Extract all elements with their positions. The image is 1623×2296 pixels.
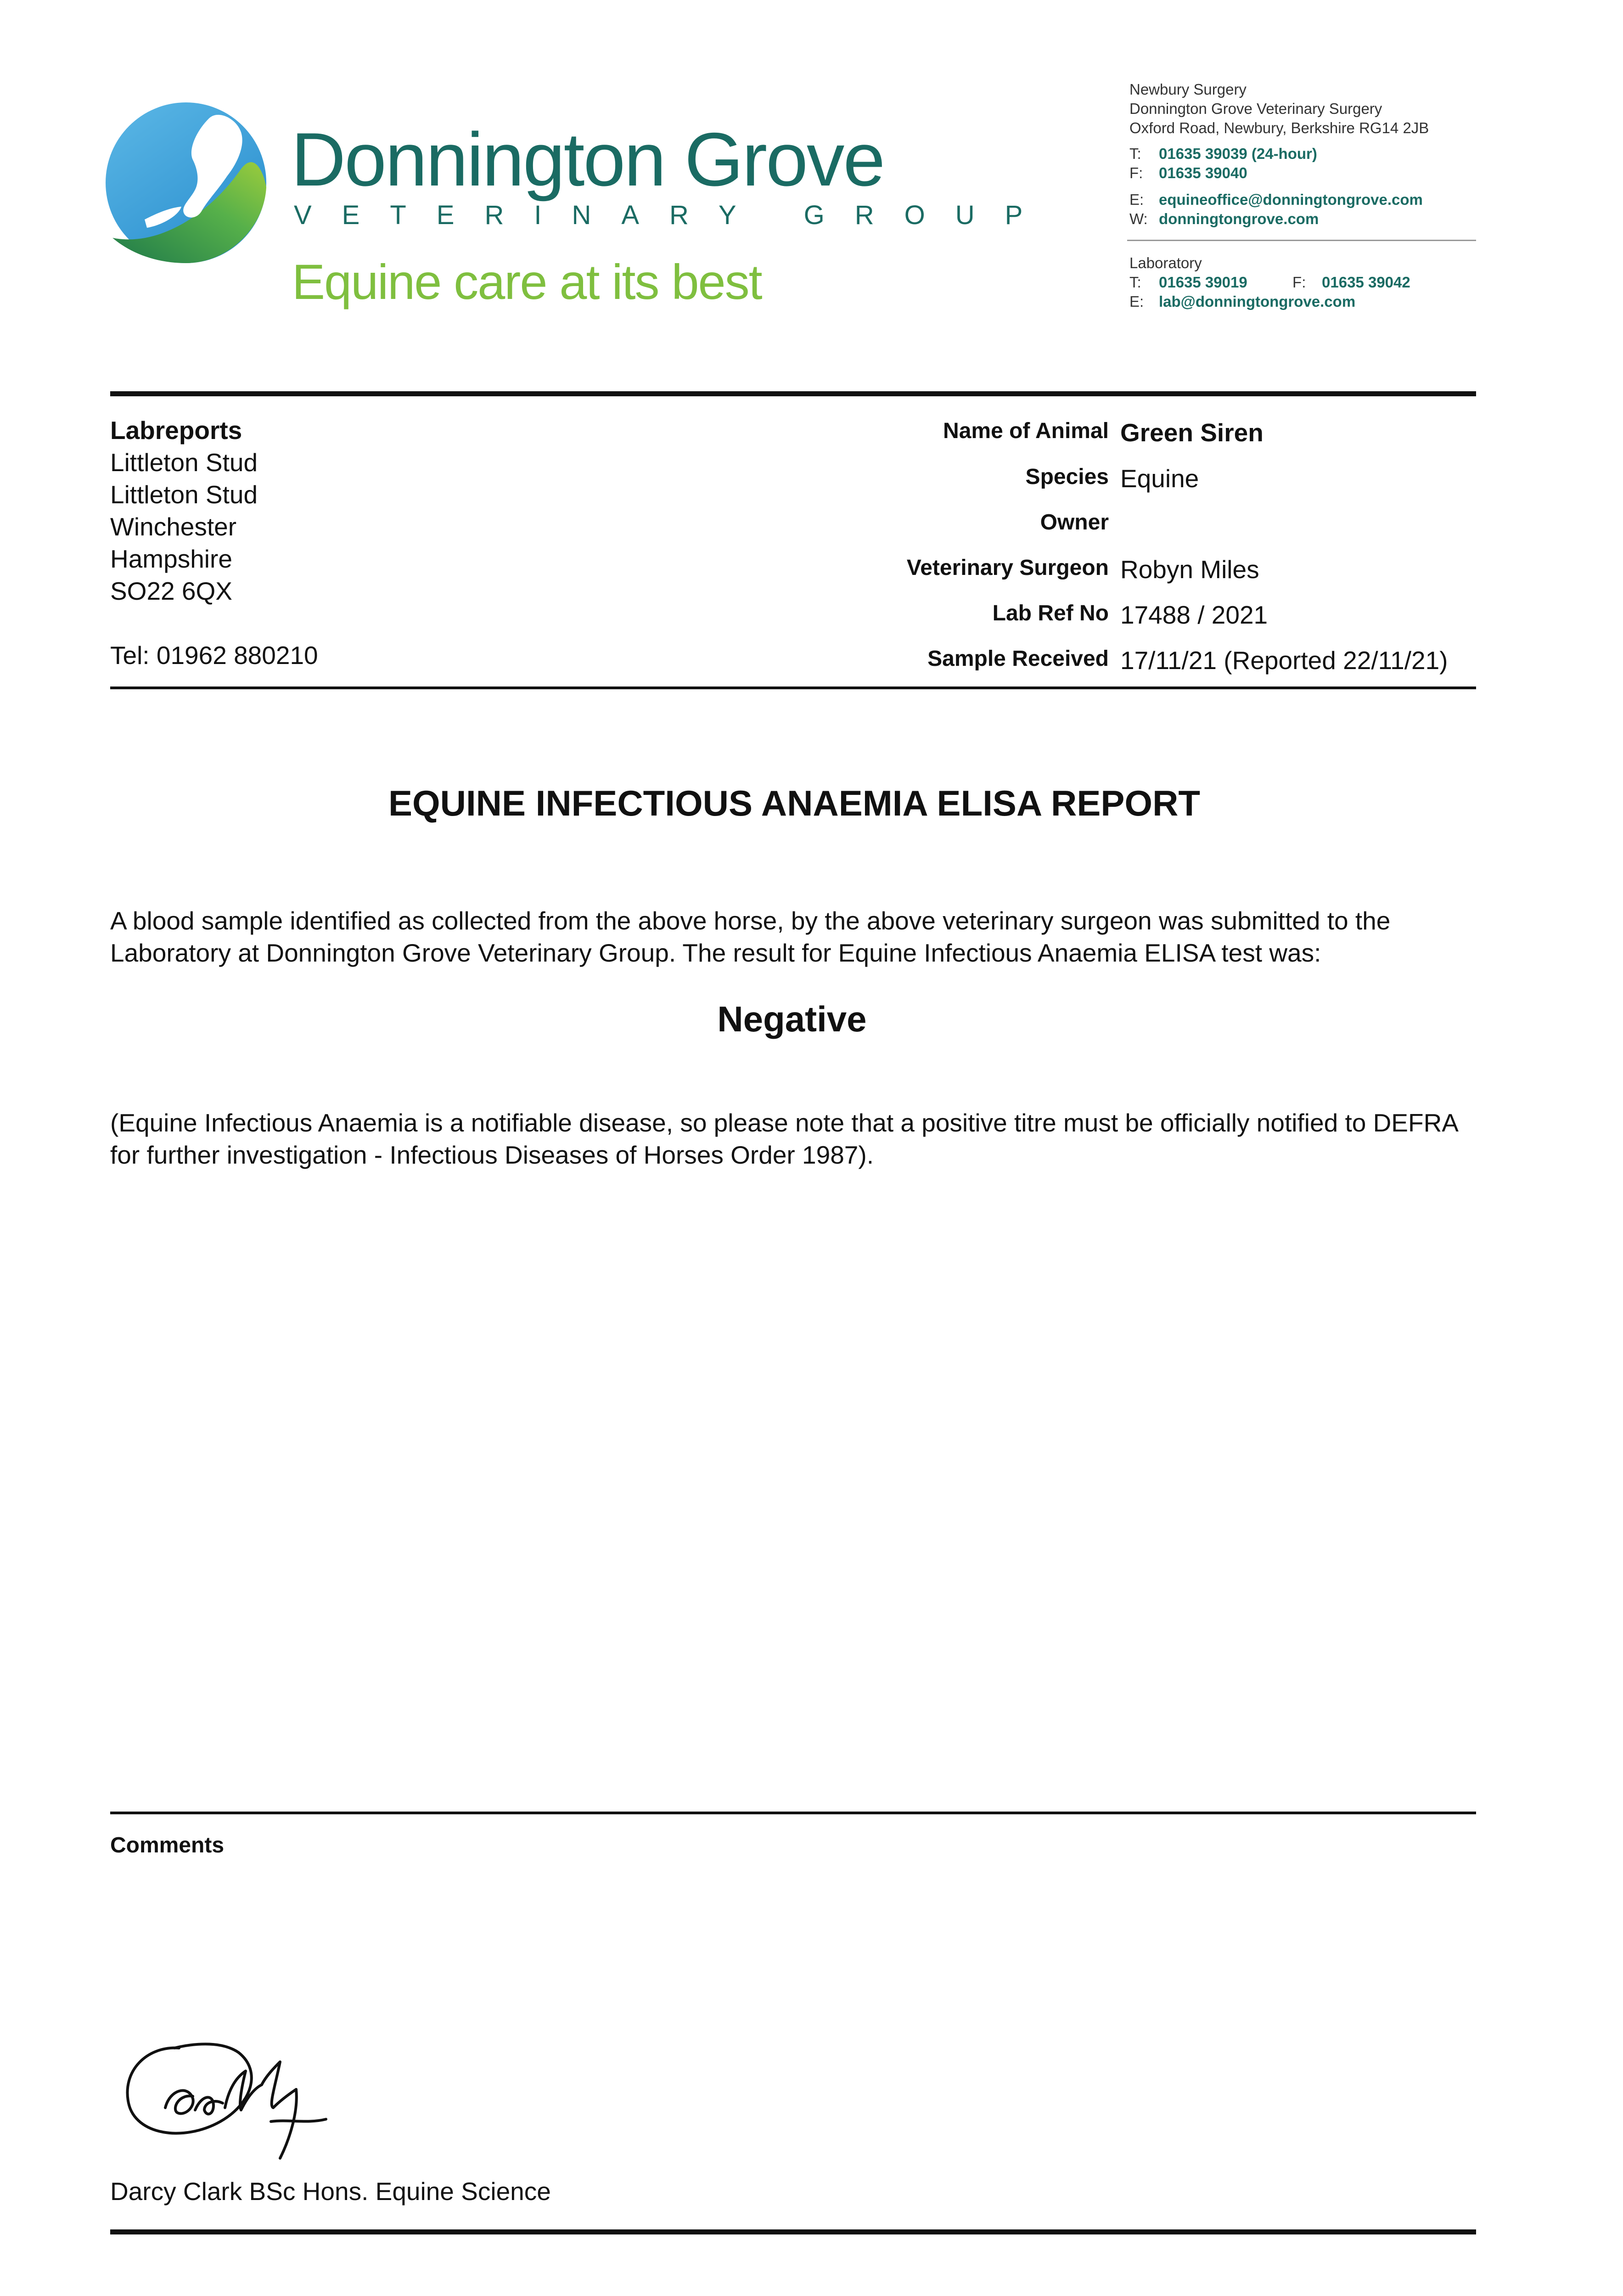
field-label-lab-ref: Lab Ref No — [992, 601, 1109, 625]
field-value-animal-name: Green Siren — [1120, 418, 1264, 447]
lab-fax: 01635 39042 — [1322, 274, 1410, 291]
horse-logo-icon — [103, 100, 269, 265]
field-label-vet-surgeon: Veterinary Surgeon — [906, 556, 1109, 580]
field-value-species: Equine — [1120, 464, 1199, 493]
surgery-address-line1: Donnington Grove Veterinary Surgery — [1129, 100, 1382, 117]
details-bottom-rule — [110, 687, 1476, 689]
surgery-fax-label: F: — [1129, 164, 1143, 181]
lab-email-label: E: — [1129, 293, 1144, 310]
client-name: Labreports — [110, 416, 242, 445]
brand-name: Donnington Grove — [291, 117, 884, 202]
comments-label: Comments — [110, 1833, 225, 1857]
field-value-lab-ref: 17488 / 2021 — [1120, 601, 1268, 629]
client-address-line: Hampshire — [110, 545, 232, 573]
signature-icon — [115, 2020, 363, 2177]
client-address-line: Littleton Stud — [110, 448, 258, 477]
lab-email-row — [1129, 294, 1355, 309]
brand-tagline: Equine care at its best — [292, 254, 762, 310]
brand-subtitle: VETERINARY GROUP — [294, 200, 1053, 230]
surgery-tel-label: T: — [1129, 145, 1141, 162]
surgery-email-link[interactable]: equineoffice@donningtongrove.com — [1159, 191, 1423, 208]
surgery-heading: Newbury Surgery — [1129, 81, 1247, 98]
lab-fax-label: F: — [1292, 274, 1306, 291]
field-value-vet-surgeon: Robyn Miles — [1120, 555, 1259, 584]
report-title: EQUINE INFECTIOUS ANAEMIA ELISA REPORT — [388, 783, 1201, 823]
field-value-sample-received: 17/11/21 (Reported 22/11/21) — [1120, 646, 1448, 675]
field-label-owner: Owner — [1040, 510, 1109, 535]
comments-rule — [110, 1812, 1476, 1814]
top-rule — [110, 391, 1476, 396]
lab-email-link[interactable]: lab@donningtongrove.com — [1159, 293, 1356, 310]
surgery-email-row — [1129, 192, 1423, 207]
surgery-address-line2: Oxford Road, Newbury, Berkshire RG14 2JB — [1129, 119, 1429, 136]
report-result: Negative — [717, 999, 867, 1039]
surgery-web-link[interactable]: donningtongrove.com — [1159, 210, 1319, 227]
lab-tel-label: T: — [1129, 274, 1141, 291]
field-label-species: Species — [1025, 465, 1109, 489]
report-note: (Equine Infectious Anaemia is a notifiable disease, so please note that a positive titre must be officially notified to DEFRA for further investigation - Infectious Diseases of Horses Order 1987). — [110, 1109, 1457, 1169]
client-tel: Tel: 01962 880210 — [110, 641, 318, 670]
client-address-line: SO22 6QX — [110, 577, 232, 605]
bottom-rule — [110, 2229, 1476, 2234]
lab-tel[interactable]: 01635 39019 — [1159, 274, 1247, 291]
surgery-fax: 01635 39040 — [1159, 164, 1247, 181]
field-label-animal-name: Name of Animal — [943, 419, 1109, 443]
signer-name: Darcy Clark BSc Hons. Equine Science — [110, 2177, 551, 2206]
lab-heading: Laboratory — [1129, 254, 1202, 271]
client-address-line: Winchester — [110, 512, 237, 541]
surgery-fax-row — [1129, 165, 1247, 180]
surgery-email-label: E: — [1129, 191, 1144, 208]
report-intro: A blood sample identified as collected from the above horse, by the above veterinary surgeon was submitted to the Laboratory at Donnington Grove Veterinary Group. The result for Equine Infectious Anaemia ELISA test was: — [110, 906, 1391, 967]
field-label-sample-received: Sample Received — [927, 647, 1109, 671]
surgery-tel[interactable]: 01635 39039 (24-hour) — [1159, 145, 1317, 162]
client-address-line: Littleton Stud — [110, 480, 258, 509]
lab-phone-row — [1129, 275, 1410, 290]
surgery-tel-row — [1129, 146, 1317, 161]
surgery-web-row — [1129, 211, 1319, 226]
surgery-web-label: W: — [1129, 210, 1148, 227]
header-divider — [1127, 240, 1476, 241]
